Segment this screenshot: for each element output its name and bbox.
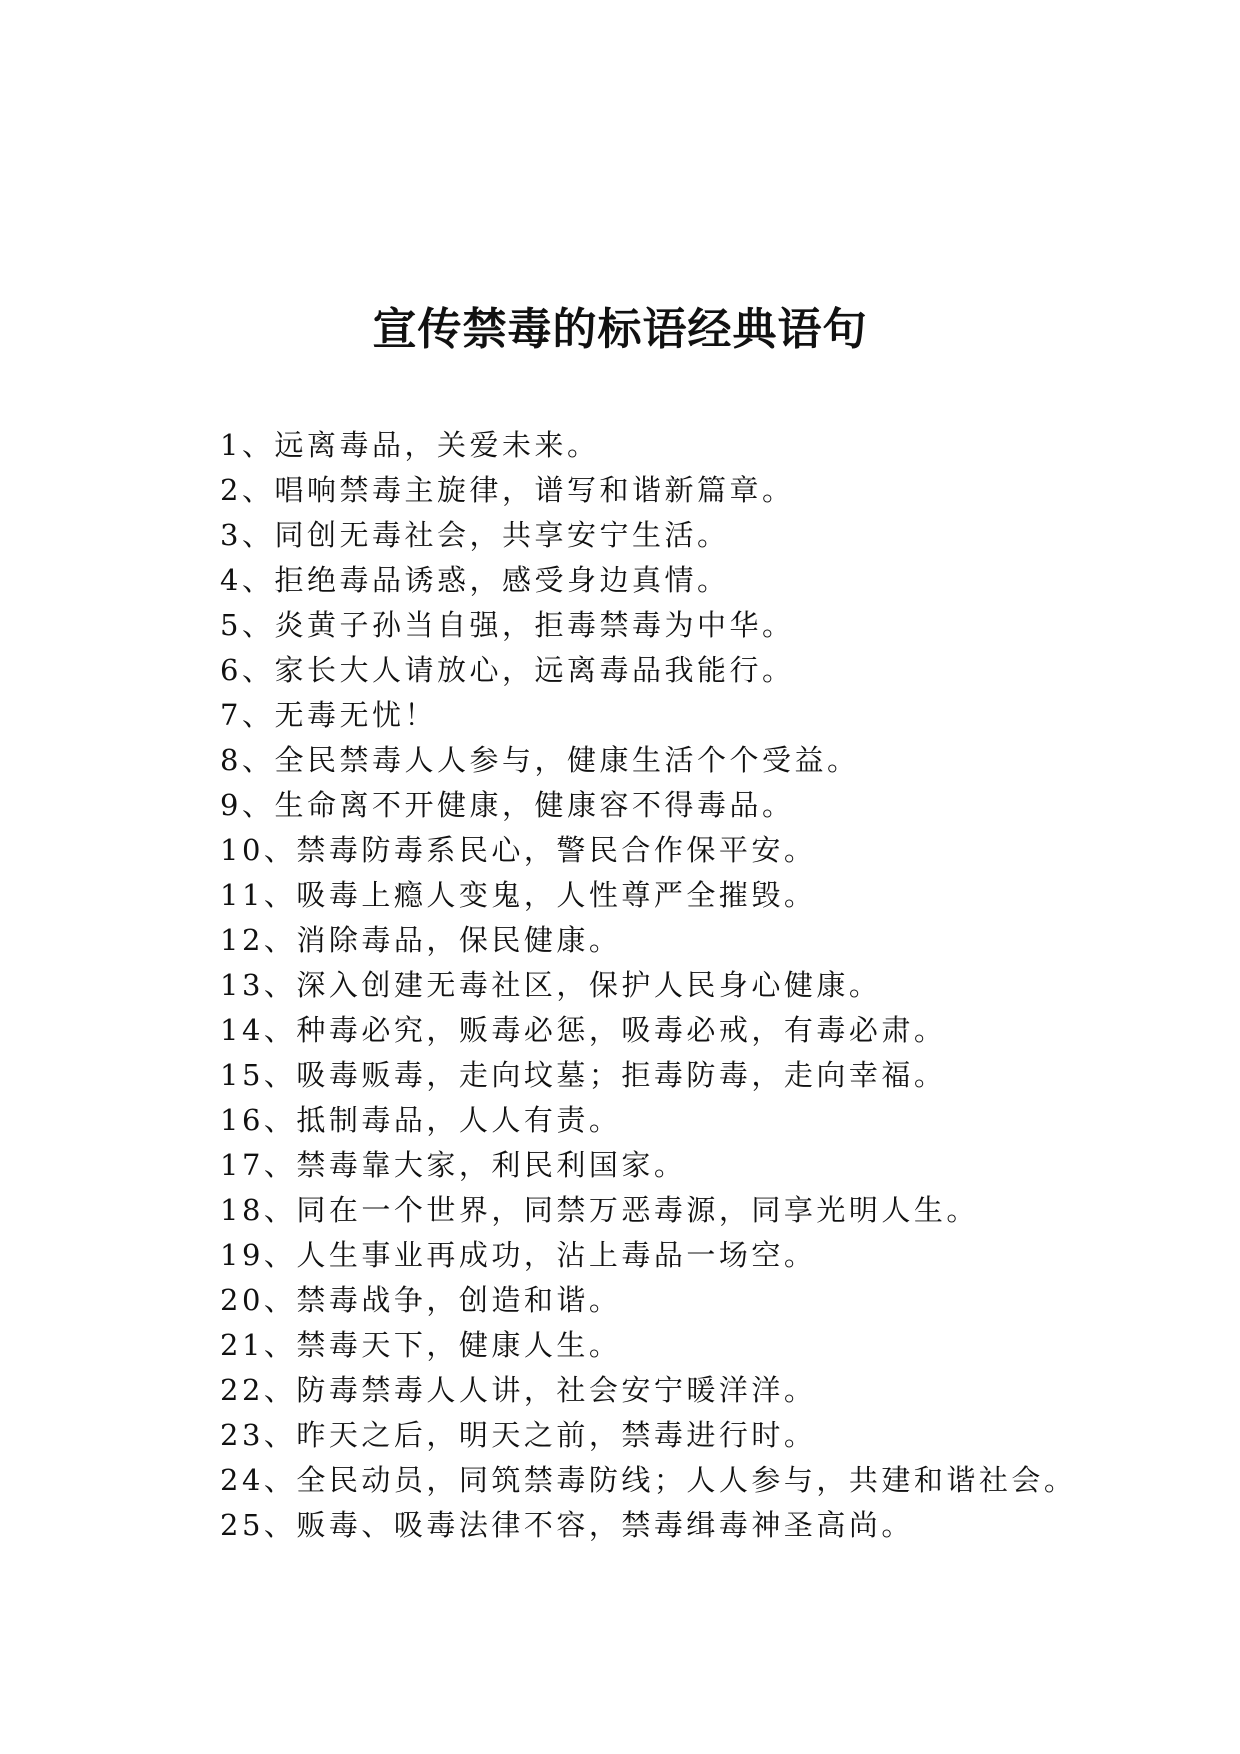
- list-item: 17、禁毒靠大家，利民利国家。: [220, 1148, 687, 1182]
- list-item: 15、吸毒贩毒，走向坟墓；拒毒防毒，走向幸福。: [220, 1058, 947, 1092]
- list-item: 11、吸毒上瘾人变鬼，人性尊严全摧毁。: [220, 878, 817, 912]
- list-item: 18、同在一个世界，同禁万恶毒源，同享光明人生。: [220, 1193, 979, 1227]
- list-item: 7、无毒无忧！: [220, 698, 437, 732]
- list-item: 4、拒绝毒品诱惑，感受身边真情。: [220, 563, 730, 597]
- list-item: 12、消除毒品，保民健康。: [220, 923, 622, 957]
- list-item: 10、禁毒防毒系民心，警民合作保平安。: [220, 833, 817, 867]
- list-item: 25、贩毒、吸毒法律不容，禁毒缉毒神圣高尚。: [220, 1508, 914, 1542]
- list-item: 23、昨天之后，明天之前，禁毒进行时。: [220, 1418, 817, 1452]
- list-item: 5、炎黄子孙当自强，拒毒禁毒为中华。: [220, 608, 795, 642]
- list-item: 6、家长大人请放心，远离毒品我能行。: [220, 653, 795, 687]
- list-item: 22、防毒禁毒人人讲，社会安宁暖洋洋。: [220, 1373, 817, 1407]
- list-item: 9、生命离不开健康，健康容不得毒品。: [220, 788, 795, 822]
- list-item: 8、全民禁毒人人参与，健康生活个个受益。: [220, 743, 860, 777]
- list-item: 21、禁毒天下，健康人生。: [220, 1328, 622, 1362]
- list-item: 2、唱响禁毒主旋律，谱写和谐新篇章。: [220, 473, 795, 507]
- list-item: 24、全民动员，同筑禁毒防线；人人参与，共建和谐社会。: [220, 1463, 1077, 1497]
- slogan-list: [220, 423, 1180, 1548]
- list-item: 19、人生事业再成功，沾上毒品一场空。: [220, 1238, 817, 1272]
- list-item: 3、同创无毒社会，共享安宁生活。: [220, 518, 730, 552]
- list-item: 20、禁毒战争，创造和谐。: [220, 1283, 622, 1317]
- list-item: 1、远离毒品，关爱未来。: [220, 428, 600, 462]
- list-item: 13、深入创建无毒社区，保护人民身心健康。: [220, 968, 882, 1002]
- list-item: 16、抵制毒品，人人有责。: [220, 1103, 622, 1137]
- list-item: 14、种毒必究，贩毒必惩，吸毒必戒，有毒必肃。: [220, 1013, 947, 1047]
- page-title: 宣传禁毒的标语经典语句: [372, 304, 868, 355]
